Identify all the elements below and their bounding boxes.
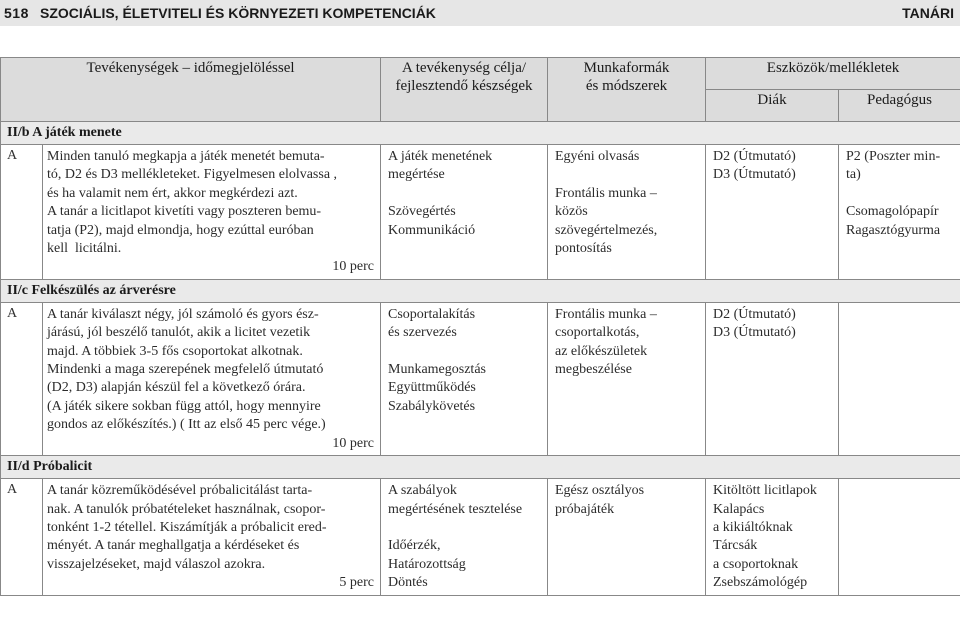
activity-line: A tanár közreműködésével próbalicitálást tarta- <box>47 483 313 499</box>
goal-line: Döntés <box>388 575 428 591</box>
activity-line: járású, jól beszélő tanulót, akik a licitet vezetik <box>47 325 311 341</box>
page-number: 518 <box>4 5 29 21</box>
page-header <box>0 0 960 26</box>
section-label: A <box>1 479 43 595</box>
work-form-line: pontosítás <box>555 241 612 257</box>
activity-line: tó, D2 és D3 mellékleteket. Figyelmesen elolvassa , <box>47 167 338 183</box>
section-header-row <box>1 122 960 145</box>
goal-line: és szervezés <box>388 325 457 341</box>
activity-line: visszajelzéseket, majd válaszol azokra. <box>47 556 266 572</box>
activity-line: ményét. A tanár meghallgatja a kérdéseket és <box>47 538 300 554</box>
student-tool-line: D3 (Útmutató) <box>713 167 796 183</box>
section-header-row <box>1 279 960 302</box>
activity-cell <box>43 479 381 595</box>
work-header-line: és módszerek <box>585 78 668 94</box>
goal-line: A játék menetének <box>388 149 493 164</box>
activity-line: és ha valamit nem ért, akkor megkérdezi azt. <box>47 185 298 201</box>
goal-line: megértésének tesztelése <box>388 501 523 517</box>
teacher-tools-cell <box>839 302 960 455</box>
section-data-row <box>1 302 960 455</box>
section-title: II/c Felkészülés az árverésre <box>1 279 960 302</box>
student-tools-cell <box>706 145 839 280</box>
teacher-tools-cell <box>839 145 960 280</box>
goal-line: megértése <box>388 167 445 183</box>
student-tool-line: D3 (Útmutató) <box>713 325 796 341</box>
work-header-line: Munkaformák <box>583 60 670 76</box>
page-header-title: SZOCIÁLIS, ÉLETVITELI ÉS KÖRNYEZETI KOMPETENCIÁK <box>40 5 436 21</box>
work-form-line: próbajáték <box>555 501 615 517</box>
group-spacer <box>846 185 954 203</box>
activity-line: tatja (P2), majd elmondja, hogy ezúttal euróban <box>47 222 314 238</box>
goal-column-header <box>381 58 548 122</box>
section-title: II/b A játék menete <box>1 122 960 145</box>
section-header-row <box>1 456 960 479</box>
activity-cell <box>43 302 381 455</box>
group-spacer <box>388 343 541 361</box>
page-header-right-label: TANÁRI <box>902 5 954 21</box>
goal-cell <box>381 145 548 280</box>
work-form-line: csoportalkotás, <box>555 325 640 341</box>
activities-column-header: Tevékenységek – időmegjelöléssel <box>1 58 381 122</box>
teacher-tools-cell <box>839 479 960 595</box>
goal-line: Együttműködés <box>388 380 476 396</box>
goal-header-line: fejlesztendő készségek <box>395 78 533 94</box>
work-forms-column-header <box>548 58 706 122</box>
student-tools-cell <box>706 479 839 595</box>
activity-line: gondos az előkészítés.) ( Itt az első 45 perc vége.) <box>47 417 326 433</box>
section-label: A <box>1 145 43 280</box>
student-tool-line: Kalapács <box>713 501 765 517</box>
activity-line: majd. A többiek 3-5 fős csoportokat alkotnak. <box>47 343 303 359</box>
goal-line: A szabályok <box>388 483 457 499</box>
time-estimate: 5 perc <box>339 575 374 591</box>
teacher-tool-line: Csomagolópapír <box>846 204 939 220</box>
goal-line: Munkamegosztás <box>388 362 486 378</box>
goal-cell <box>381 479 548 595</box>
work-form-line: Egyéni olvasás <box>555 149 640 164</box>
goal-cell <box>381 302 548 455</box>
goal-line: Kommunikáció <box>388 222 476 238</box>
work-form-line: az előkészületek <box>555 343 648 359</box>
student-tool-line: a kikiáltóknak <box>713 519 793 535</box>
work-form-line: Egész osztályos <box>555 483 645 499</box>
student-tool-line: D2 (Útmutató) <box>713 306 796 322</box>
goal-line: Időérzék, <box>388 538 441 554</box>
lesson-plan-table <box>0 57 960 596</box>
activity-line: (D2, D3) alapján készül fel a következő órára. <box>47 380 306 396</box>
activity-line: A tanár a licitlapot kivetíti vagy poszteren bemu- <box>47 204 322 220</box>
student-tool-line: D2 (Útmutató) <box>713 149 796 164</box>
work-form-cell <box>548 479 706 595</box>
goal-line: Határozottság <box>388 556 466 572</box>
student-column-header: Diák <box>706 90 839 122</box>
group-spacer <box>388 185 541 203</box>
goal-line: Csoportalakítás <box>388 306 476 322</box>
activity-line: Minden tanuló megkapja a játék menetét bemuta- <box>47 149 325 164</box>
tools-column-header: Eszközök/mellékletek <box>706 58 960 90</box>
activity-line: (A játék sikere sokban függ attól, hogy mennyire <box>47 398 321 414</box>
activity-line: A tanár kiválaszt négy, jól számoló és gyors ész- <box>47 306 319 322</box>
goal-line: Szövegértés <box>388 204 456 220</box>
student-tool-line: Zsebszámológép <box>713 575 808 591</box>
work-form-line: megbeszélése <box>555 362 632 378</box>
student-tool-line: a csoportoknak <box>713 556 799 572</box>
group-spacer <box>555 166 699 184</box>
section-title: II/d Próbalicit <box>1 456 960 479</box>
goal-line: Szabálykövetés <box>388 398 476 414</box>
student-tool-line: Kitöltött licitlapok <box>713 483 817 499</box>
student-tools-cell <box>706 302 839 455</box>
goal-header-line: A tevékenység célja/ <box>401 60 527 76</box>
section-data-row <box>1 479 960 595</box>
section-data-row <box>1 145 960 280</box>
work-form-cell <box>548 302 706 455</box>
section-label: A <box>1 302 43 455</box>
activity-line: Mindenki a maga szerepének megfelelő útmutató <box>47 362 324 378</box>
teacher-tool-line: ta) <box>846 167 861 183</box>
work-form-cell <box>548 145 706 280</box>
student-tool-line: Tárcsák <box>713 538 758 554</box>
work-form-line: Frontális munka – <box>555 306 657 322</box>
time-estimate: 10 perc <box>332 259 374 275</box>
activity-line: nak. A tanulók próbatételeket használnak, csopor- <box>47 501 326 517</box>
table-header-row <box>1 58 960 90</box>
work-form-line: Frontális munka – <box>555 185 657 201</box>
teacher-column-header: Pedagógus <box>839 90 960 122</box>
group-spacer <box>388 519 541 537</box>
activity-cell <box>43 145 381 280</box>
teacher-tool-line: Ragasztógyurma <box>846 222 941 238</box>
teacher-tool-line: P2 (Poszter min- <box>846 149 941 164</box>
activity-line: tonként 1-2 tétellel. Kiszámítják a próbalicit ered- <box>47 519 327 535</box>
work-form-line: közös <box>555 204 588 220</box>
time-estimate: 10 perc <box>332 435 374 451</box>
activity-line: kell licitálni. <box>47 241 122 257</box>
work-form-line: szövegértelmezés, <box>555 222 658 238</box>
